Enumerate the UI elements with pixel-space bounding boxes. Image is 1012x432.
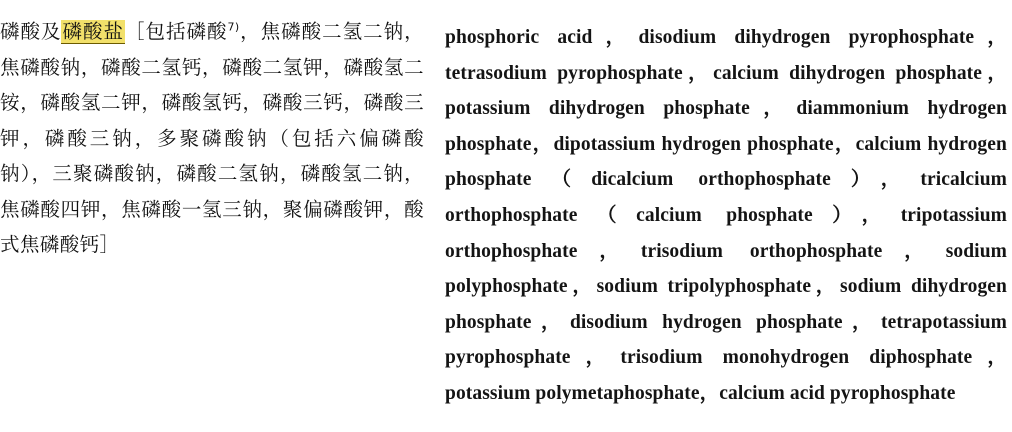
left-column — [0, 14, 424, 263]
chinese-bracket-open: ［包括磷酸 — [124, 20, 228, 43]
chinese-term-prefix: 磷酸及 — [0, 20, 62, 43]
chinese-term-list: ，焦磷酸二氢二钠，焦磷酸钠，磷酸二氢钙，磷酸二氢钾，磷酸氢二铵，磷酸氢二钾，磷酸氢钙，磷酸三钙，磷酸三钾，磷酸三钠，多聚磷酸钠（包括六偏磷酸钠），三聚磷酸钠，磷酸二氢钠，磷酸氢二钠，焦磷酸四钾，焦磷酸一氢三钠，聚偏磷酸钾，酸式焦磷酸钙］ — [0, 20, 424, 256]
footnote-marker: 7) — [227, 20, 240, 34]
highlighted-term: 磷酸盐 — [62, 20, 124, 43]
right-column — [445, 20, 1007, 412]
english-term-text: phosphoric acid，disodium dihydrogen pyrophosphate，tetrasodium pyrophosphate，calcium dihydrogen phosphate，potassium dihydrogen phosphate，diammonium hydrogen phosphate，dipotassium hydrogen phosphate，calcium hydrogen phosphate（dicalcium orthophosphate），tricalcium orthophosphate（calcium phosphate），tripotassium orthophosphate，trisodium orthophosphate，sodium polyphosphate，sodium tripolyphosphate，sodium dihydrogen phosphate，disodium hydrogen phosphate，tetrapotassium pyrophosphate，trisodium monohydrogen diphosphate，potassium polymetaphosphate，calcium acid pyrophosphate — [445, 27, 1007, 404]
chinese-term-text — [0, 14, 424, 263]
